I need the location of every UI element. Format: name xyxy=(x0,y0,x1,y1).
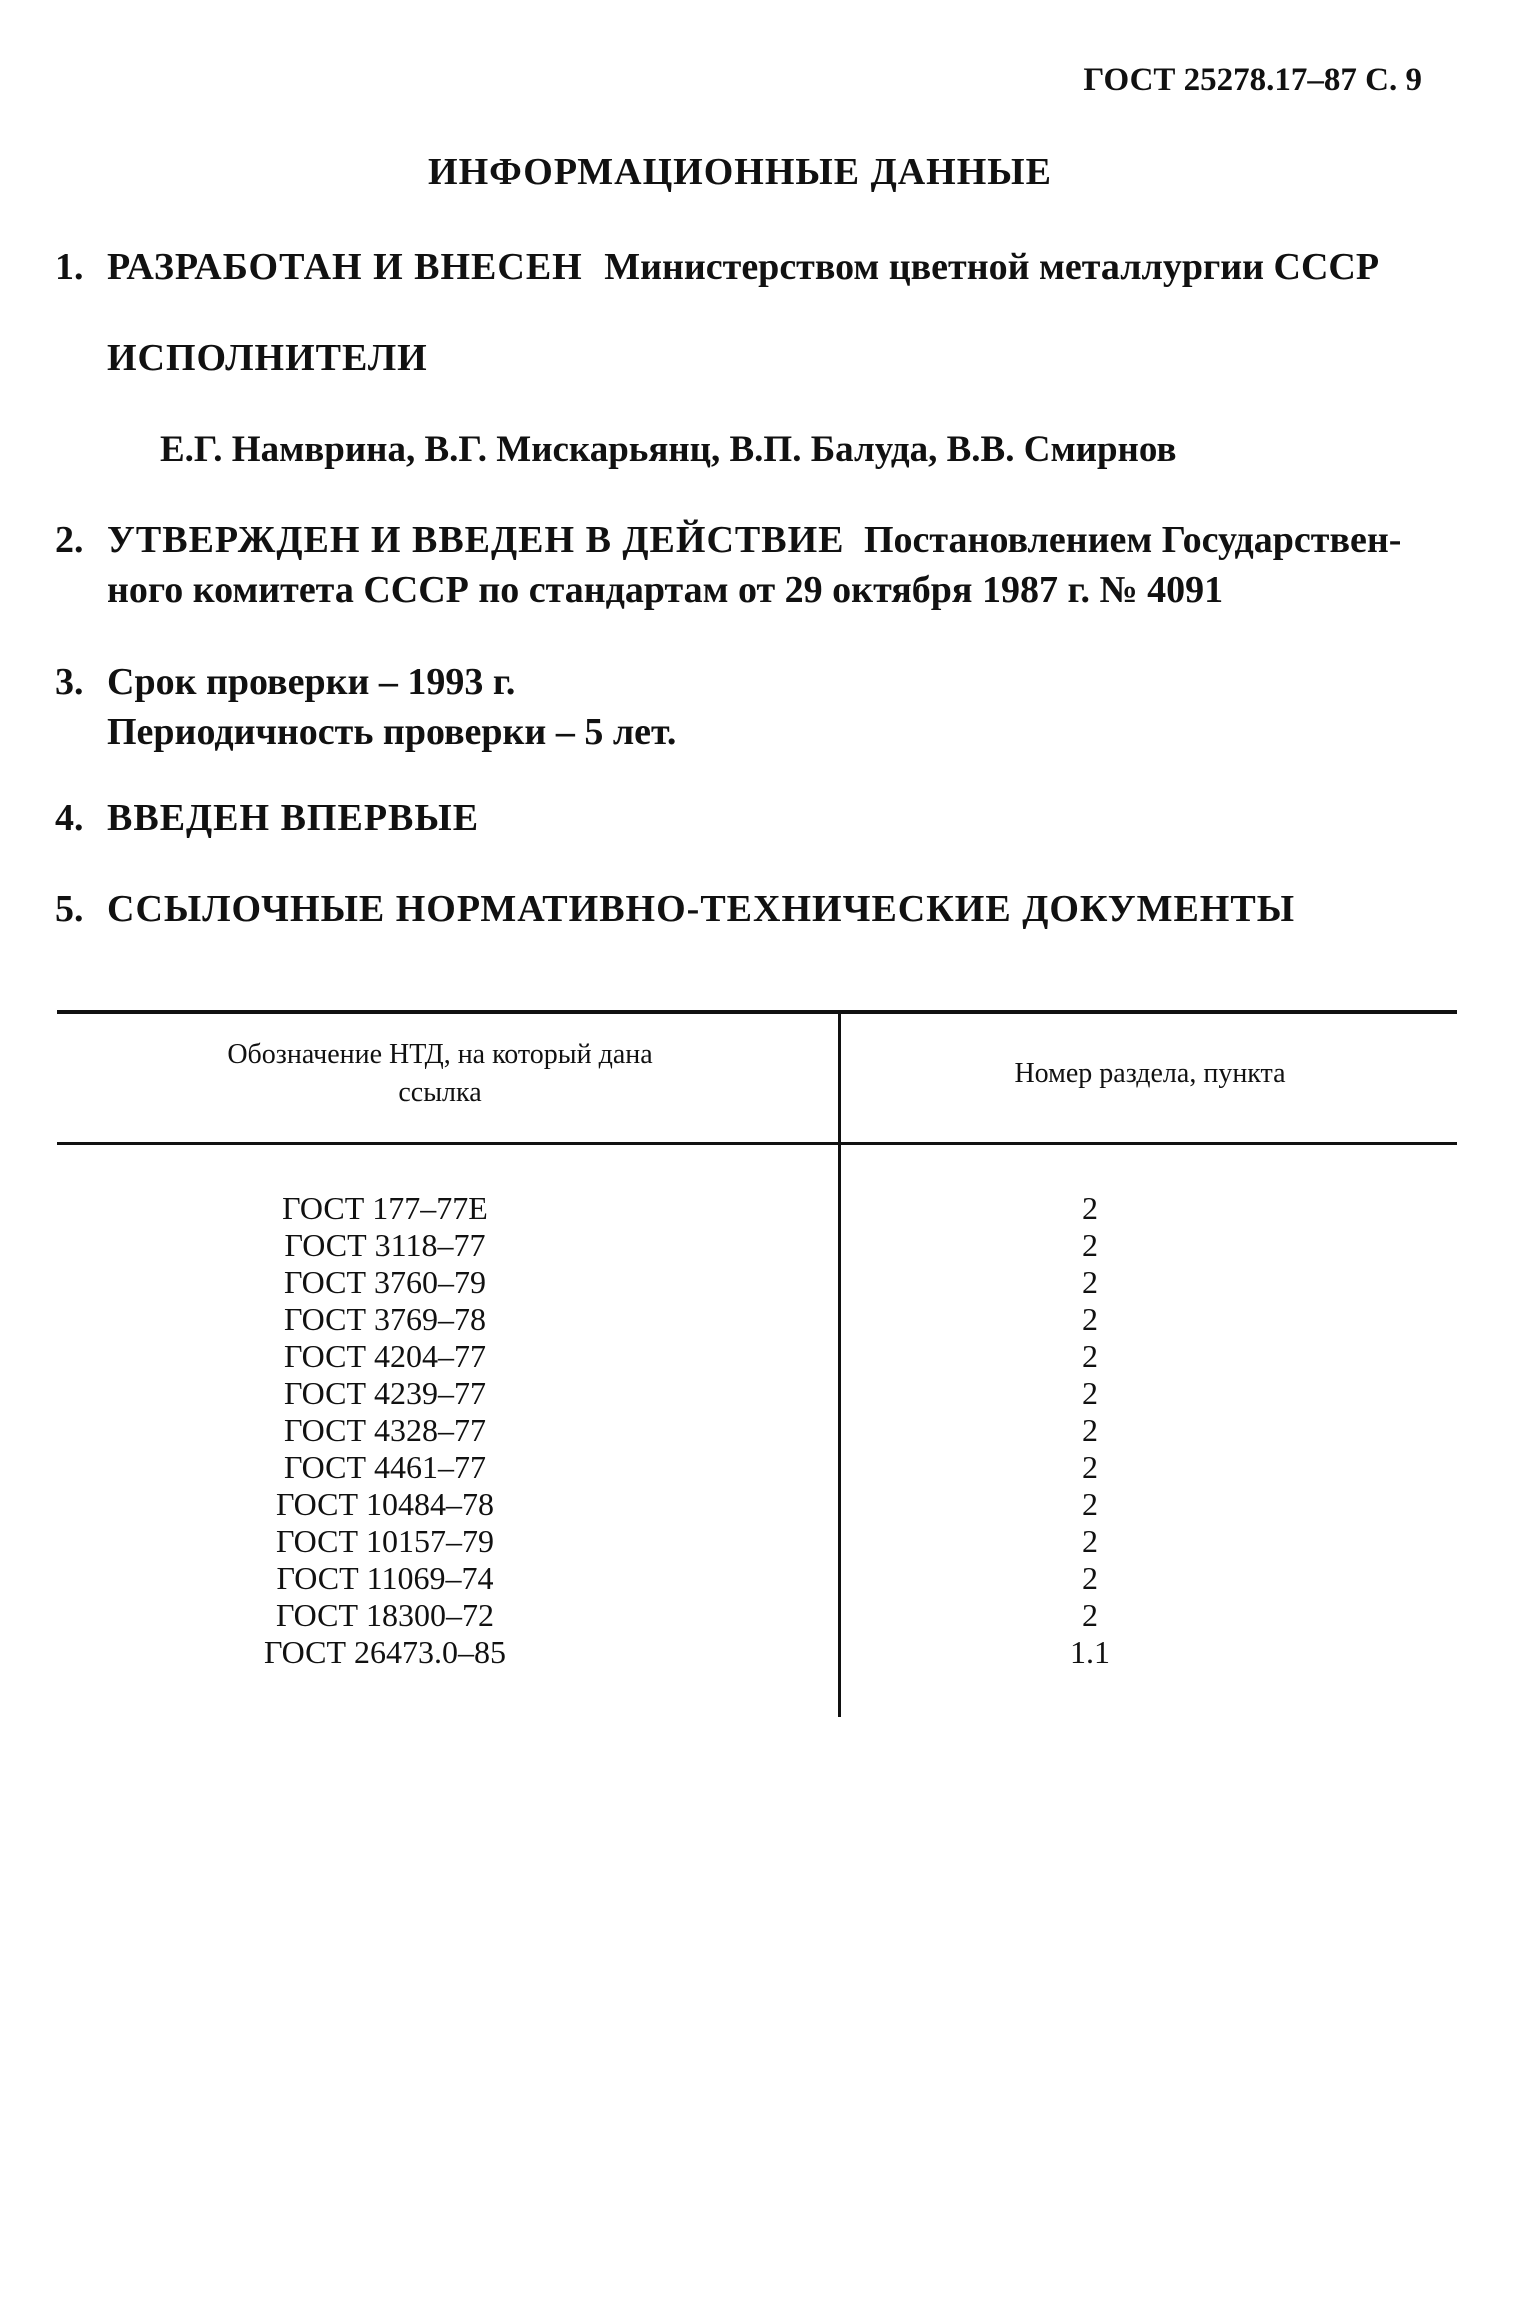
page-header-reference: ГОСТ 25278.17–87 С. 9 xyxy=(1083,62,1422,98)
table-column-sections xyxy=(990,1190,1190,1671)
table-header-document-line2: ссылка xyxy=(398,1077,482,1108)
item-5 xyxy=(55,887,1295,931)
table-cell-document: ГОСТ 10157–79 xyxy=(275,1523,495,1559)
table-cell-document: ГОСТ 3118–77 xyxy=(284,1227,486,1263)
item-1-caps: РАЗРАБОТАН И ВНЕСЕН xyxy=(107,246,583,288)
table-cell-document: ГОСТ 3760–79 xyxy=(283,1264,487,1300)
item-1-number: 1. xyxy=(55,246,84,288)
item-3 xyxy=(55,660,515,704)
table-column-divider xyxy=(838,1012,841,1717)
table-cell-document: ГОСТ 177–77Е xyxy=(282,1190,488,1226)
table-cell-document: ГОСТ 11069–74 xyxy=(276,1560,494,1596)
table-top-rule xyxy=(57,1010,1457,1014)
table-header-document xyxy=(80,1036,800,1112)
item-4-number: 4. xyxy=(55,797,84,839)
table-cell-document: ГОСТ 3769–78 xyxy=(283,1301,487,1337)
item-5-text: ССЫЛОЧНЫЕ НОРМАТИВНО-ТЕХНИЧЕСКИЕ ДОКУМЕНТЫ xyxy=(107,888,1296,930)
table-cell-section: 2 xyxy=(1082,1227,1098,1263)
table-cell-section: 2 xyxy=(1082,1264,1098,1300)
table-cell-document: ГОСТ 10484–78 xyxy=(275,1486,495,1522)
table-cell-document: ГОСТ 26473.0–85 xyxy=(263,1634,507,1670)
item-3-line1: Срок проверки – 1993 г. xyxy=(107,661,516,703)
table-cell-section: 2 xyxy=(1082,1190,1098,1226)
table-cell-section: 2 xyxy=(1082,1486,1098,1522)
table-cell-section: 2 xyxy=(1082,1375,1098,1411)
item-2 xyxy=(55,518,1401,562)
item-2-caps: УТВЕРЖДЕН И ВВЕДЕН В ДЕЙСТВИЕ xyxy=(107,519,845,561)
item-2-number: 2. xyxy=(55,519,84,561)
item-3-number: 3. xyxy=(55,661,84,703)
item-1 xyxy=(55,245,1379,289)
table-header-document-line1: Обозначение НТД, на который дана xyxy=(227,1039,653,1070)
executors-label: ИСПОЛНИТЕЛИ xyxy=(107,337,428,379)
table-cell-document: ГОСТ 4461–77 xyxy=(283,1449,487,1485)
table-cell-document: ГОСТ 4204–77 xyxy=(283,1338,487,1374)
table-header-rule xyxy=(57,1142,1457,1145)
table-cell-section: 2 xyxy=(1082,1597,1098,1633)
item-4 xyxy=(55,796,479,840)
item-4-text: ВВЕДЕН ВПЕРВЫЕ xyxy=(107,797,480,839)
item-1-text: Министерством цветной металлургии СССР xyxy=(604,246,1380,288)
table-cell-section: 2 xyxy=(1082,1338,1098,1374)
table-cell-section: 2 xyxy=(1082,1412,1098,1448)
table-header-section: Номер раздела, пункта xyxy=(1014,1058,1286,1089)
item-2-line2: ного комитета СССР по стандартам от 29 октября 1987 г. № 4091 xyxy=(107,569,1224,611)
executors-names: Е.Г. Намврина, В.Г. Мискарьянц, В.П. Балуда, В.В. Смирнов xyxy=(160,429,1177,470)
table-cell-section: 2 xyxy=(1082,1560,1098,1596)
item-3-line2: Периодичность проверки – 5 лет. xyxy=(107,711,677,753)
table-cell-section: 1.1 xyxy=(1070,1634,1110,1670)
page-title: ИНФОРМАЦИОННЫЕ ДАННЫЕ xyxy=(428,151,1052,193)
table-cell-document: ГОСТ 4328–77 xyxy=(283,1412,487,1448)
table-cell-document: ГОСТ 18300–72 xyxy=(275,1597,495,1633)
item-5-number: 5. xyxy=(55,888,84,930)
table-cell-section: 2 xyxy=(1082,1301,1098,1337)
table-column-documents xyxy=(200,1190,570,1671)
table-cell-section: 2 xyxy=(1082,1449,1098,1485)
table-cell-section: 2 xyxy=(1082,1523,1098,1559)
table-cell-document: ГОСТ 4239–77 xyxy=(283,1375,487,1411)
item-2-text: Постановлением Государствен- xyxy=(864,519,1402,561)
